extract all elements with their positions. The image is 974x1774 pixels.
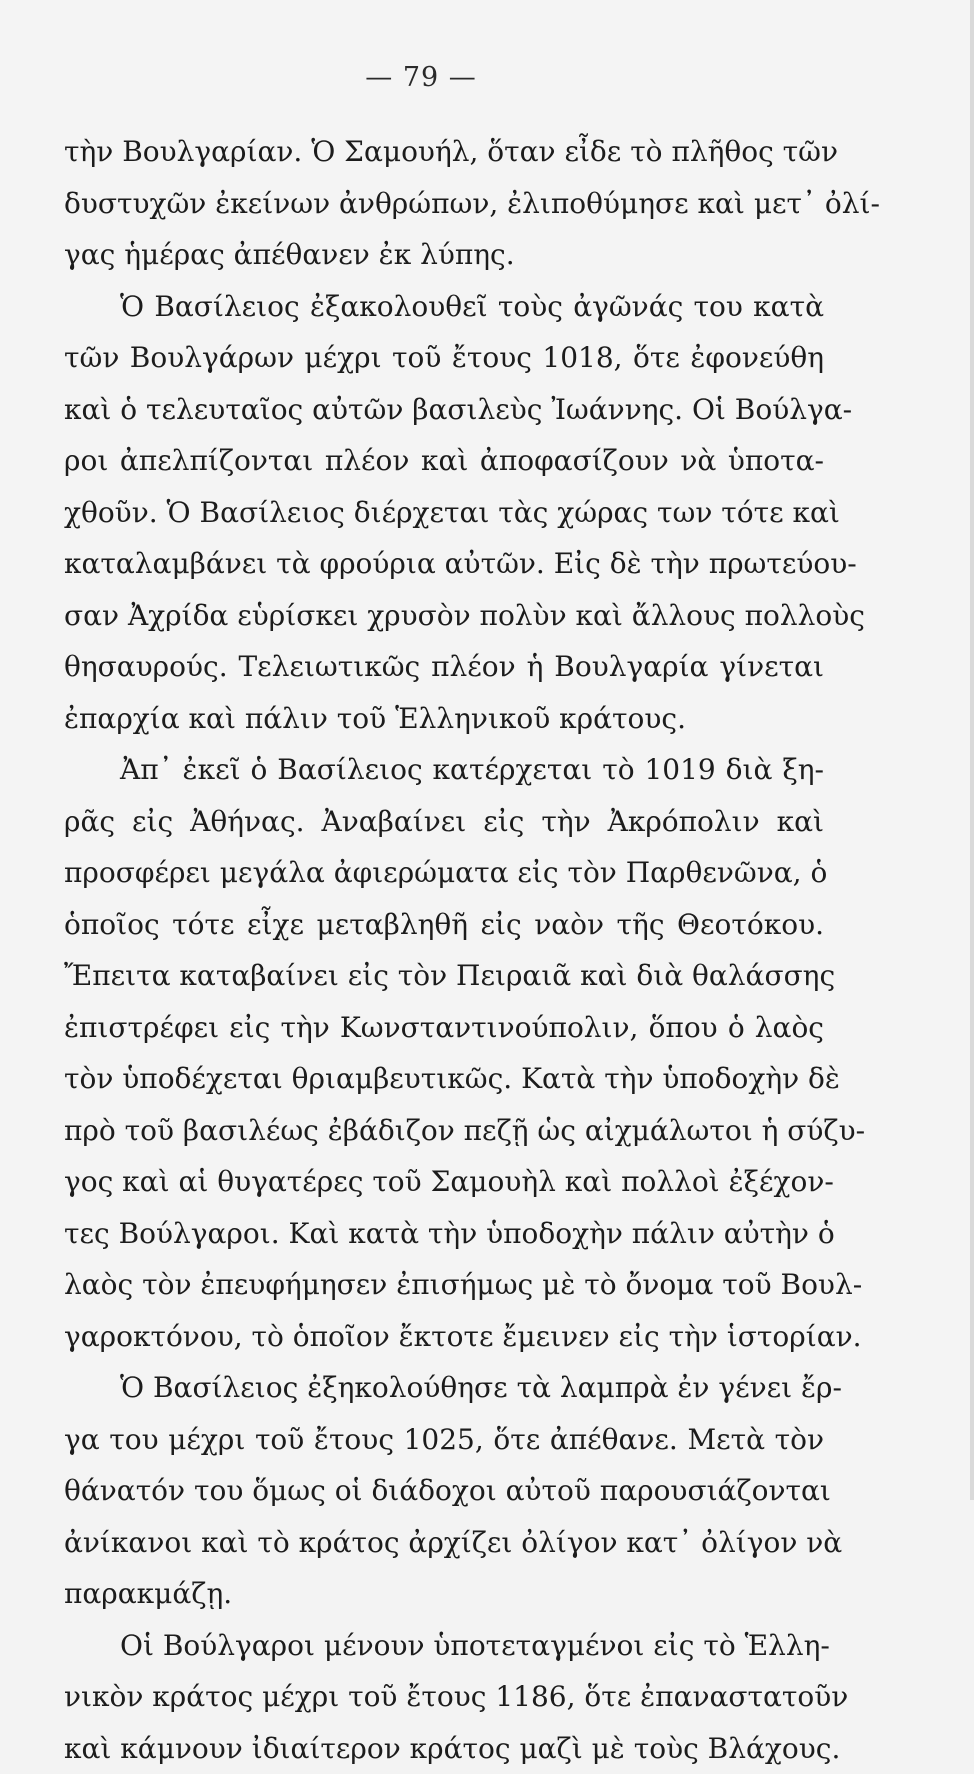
text-line: τῶν Βουλγάρων μέχρι τοῦ ἔτους 1018, ὅτε ἐφονεύθη (64, 332, 824, 384)
text-line: θάνατόν του ὅμως οἱ διάδοχοι αὐτοῦ παρουσιάζονται (64, 1465, 824, 1517)
text-line: Ἔπειτα καταβαίνει εἰς τὸν Πειραιᾶ καὶ διὰ θαλάσσης (64, 950, 824, 1002)
text-line: προσφέρει μεγάλα ἀφιερώματα εἰς τὸν Παρθενῶνα, ὁ (64, 847, 824, 899)
text-line: Οἱ Βούλγαροι μένουν ὑποτεταγμένοι εἰς τὸ Ἑλλη- (64, 1620, 824, 1672)
page-number: — 79 — (0, 62, 842, 93)
text-line: Ἀπ᾽ ἐκεῖ ὁ Βασίλειος κατέρχεται τὸ 1019 διὰ ξη- (64, 744, 824, 796)
text-line: Ὁ Βασίλειος ἐξηκολούθησε τὰ λαμπρὰ ἐν γένει ἔρ- (64, 1362, 824, 1414)
text-line: ρᾶς εἰς Ἀθήνας. Ἀναβαίνει εἰς τὴν Ἀκρόπολιν καὶ (64, 796, 824, 848)
text-line: σαν Ἀχρίδα εὑρίσκει χρυσὸν πολὺν καὶ ἄλλους πολλοὺς (64, 590, 824, 642)
text-line: πρὸ τοῦ βασιλέως ἐβάδιζον πεζῇ ὡς αἰχμάλωτοι ἡ σύζυ- (64, 1105, 824, 1157)
text-line: νικὸν κράτος μέχρι τοῦ ἔτους 1186, ὅτε ἐπαναστατοῦν (64, 1671, 824, 1723)
text-line: ροι ἀπελπίζονται πλέον καὶ ἀποφασίζουν νὰ ὑποτα- (64, 435, 824, 487)
text-line: ὁποῖος τότε εἶχε μεταβληθῆ εἰς ναὸν τῆς Θεοτόκου. (64, 899, 824, 951)
text-line: γας ἡμέρας ἀπέθανεν ἐκ λύπης. (64, 229, 824, 281)
text-line: τὸν ὑποδέχεται θριαμβευτικῶς. Κατὰ τὴν ὑποδοχὴν δὲ (64, 1053, 824, 1105)
text-line: γα του μέχρι τοῦ ἔτους 1025, ὅτε ἀπέθανε. Μετὰ τὸν (64, 1414, 824, 1466)
text-line: παρακμάζῃ. (64, 1568, 824, 1620)
text-line: ἐπιστρέφει εἰς τὴν Κωνσταντινούπολιν, ὅπου ὁ λαὸς (64, 1002, 824, 1054)
text-line: ἐπαρχία καὶ πάλιν τοῦ Ἑλληνικοῦ κράτους. (64, 693, 824, 745)
text-line: θησαυρούς. Τελειωτικῶς πλέον ἡ Βουλγαρία γίνεται (64, 641, 824, 693)
text-line: γος καὶ αἱ θυγατέρες τοῦ Σαμουὴλ καὶ πολλοὶ ἐξέχον- (64, 1156, 824, 1208)
text-line: τὴν Βουλγαρίαν. Ὁ Σαμουήλ, ὅταν εἶδε τὸ πλῆθος τῶν (64, 126, 824, 178)
text-line: καταλαμβάνει τὰ φρούρια αὐτῶν. Εἰς δὲ τὴν πρωτεύου- (64, 538, 824, 590)
text-line: γαροκτόνου, τὸ ὁποῖον ἔκτοτε ἔμεινεν εἰς τὴν ἱστορίαν. (64, 1311, 824, 1363)
text-line: καὶ κάμνουν ἰδιαίτερον κράτος μαζὶ μὲ τοὺς Βλάχους. (64, 1723, 824, 1774)
page-body-text (64, 126, 824, 1774)
text-line: λαὸς τὸν ἐπευφήμησεν ἐπισήμως μὲ τὸ ὄνομα τοῦ Βουλ- (64, 1259, 824, 1311)
text-line: δυστυχῶν ἐκείνων ἀνθρώπων, ἐλιποθύμησε καὶ μετ᾽ ὀλί- (64, 178, 824, 230)
text-line: ἀνίκανοι καὶ τὸ κράτος ἀρχίζει ὀλίγον κατ᾽ ὀλίγον νὰ (64, 1517, 824, 1569)
page-edge (970, 0, 974, 1500)
text-line: τες Βούλγαροι. Καὶ κατὰ τὴν ὑποδοχὴν πάλιν αὐτὴν ὁ (64, 1208, 824, 1260)
text-line: καὶ ὁ τελευταῖος αὐτῶν βασιλεὺς Ἰωάννης. Οἱ Βούλγα- (64, 384, 824, 436)
text-line: Ὁ Βασίλειος ἐξακολουθεῖ τοὺς ἀγῶνάς του κατὰ (64, 281, 824, 333)
text-line: χθοῦν. Ὁ Βασίλειος διέρχεται τὰς χώρας των τότε καὶ (64, 487, 824, 539)
